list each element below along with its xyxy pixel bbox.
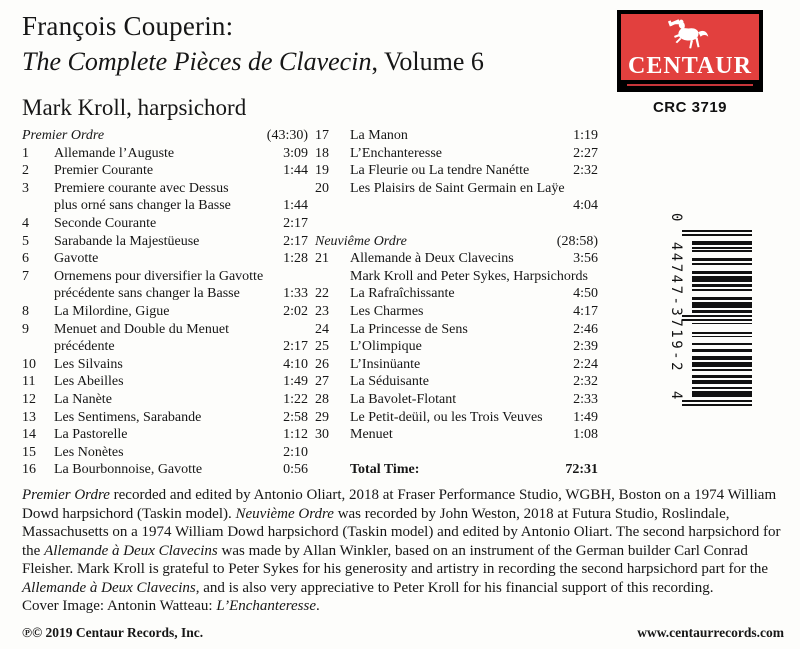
track-row <box>22 321 308 339</box>
barcode-bar <box>692 356 752 360</box>
track-row <box>315 145 598 163</box>
track-number: 22 <box>315 286 329 302</box>
track-time <box>260 180 308 198</box>
track-time: 1:12 <box>283 427 308 443</box>
track-time: 2:17 <box>283 215 308 231</box>
barcode-bar <box>682 230 752 232</box>
track-time <box>550 444 598 462</box>
recording-notes-paragraph <box>22 486 784 597</box>
track-time <box>263 268 311 286</box>
barcode-bar <box>692 369 752 371</box>
barcode-bar <box>682 404 752 406</box>
notes-italic-segment: Allemande à Deux Clavecins <box>44 542 218 559</box>
barcode-bar <box>692 271 752 275</box>
notes-text-segment: recorded and edited by Antonio Oliart, 2018 at Fraser Performance Studio, WGBH, Boston on a 1974 William Dowd harpsichord (Taskin model). <box>22 487 777 522</box>
track-row <box>315 391 598 409</box>
barcode-bar <box>692 362 752 368</box>
track-time: 1:49 <box>283 374 308 390</box>
copyright-line: ℗© 2019 Centaur Records, Inc. <box>22 625 204 640</box>
barcode-number: 0 44747-3719-2 4 <box>668 213 684 402</box>
track-continuation-row <box>22 285 308 303</box>
tracklist-right-column <box>315 127 598 479</box>
track-title: Menuet <box>350 427 393 443</box>
track-number: 16 <box>22 462 36 478</box>
composer-title: François Couperin: <box>22 11 234 41</box>
track-time: 2:02 <box>283 303 308 319</box>
track-number: 3 <box>22 180 29 196</box>
track-time: 72:31 <box>565 462 598 478</box>
header <box>22 10 484 122</box>
track-time: (43:30) <box>266 128 308 143</box>
track-row <box>22 303 308 321</box>
notes-text-segment: was recorded by John Weston, 2018 at Futura Studio, Roslindale, Massachusetts on a 1974 William Dowd harpsichord (Taskin model) and edited by Antonio Oliart. The second harpsichord for the <box>22 505 781 559</box>
track-number: 9 <box>22 321 29 337</box>
notes-text-segment: was made by Allan Winkler, based on an instrument of the German builder Carl Conrad Fleisher. Mark Kroll is grateful to Peter Sykes for his generosity and artistry in recording the second harpsichord part for the <box>22 542 769 577</box>
track-title: plus orné sans changer la Basse <box>54 198 231 214</box>
track-time: 1:44 <box>283 163 308 179</box>
track-title: Total Time: <box>350 462 420 478</box>
track-time: 2:58 <box>283 409 308 425</box>
track-title: Les Abeilles <box>54 374 124 390</box>
track-number: 1 <box>22 145 29 161</box>
track-number: 18 <box>315 145 329 161</box>
track-row <box>315 285 598 303</box>
track-row <box>22 215 308 233</box>
track-row <box>22 373 308 391</box>
track-title: La Nanète <box>54 391 112 407</box>
track-number: 19 <box>315 163 329 179</box>
album-title-italic: The Complete Pièces de Clavecin <box>22 47 372 76</box>
track-number <box>315 215 350 233</box>
notes-text-segment: . <box>316 598 320 614</box>
track-number: 8 <box>22 303 29 319</box>
track-time: 1:44 <box>283 198 308 214</box>
track-title <box>350 215 550 233</box>
notes-text-segment: Cover Image: Antonin Watteau: <box>22 598 217 614</box>
track-time: 4:04 <box>573 198 598 214</box>
cover-image-credit <box>22 597 784 616</box>
barcode-bar <box>692 289 752 291</box>
barcode-bar <box>692 343 752 345</box>
barcode-bar <box>692 332 752 334</box>
track-continuation-row <box>22 197 308 215</box>
track-row <box>22 268 308 286</box>
ordre-section-row <box>315 233 598 251</box>
barcode-bar <box>682 315 752 317</box>
track-number <box>315 444 350 462</box>
barcode-bar <box>692 323 752 325</box>
track-title: Premier Ordre <box>22 128 105 143</box>
spacer-row <box>315 215 598 233</box>
track-number <box>22 197 54 215</box>
track-time: 2:32 <box>573 374 598 390</box>
track-time: 1:49 <box>573 409 598 425</box>
track-time: 2:17 <box>283 233 308 249</box>
track-time: 0:56 <box>283 462 308 478</box>
track-row <box>22 250 308 268</box>
barcode-bar <box>692 302 752 308</box>
ordre-section-row <box>22 127 308 145</box>
track-row <box>315 321 598 339</box>
track-row <box>22 145 308 163</box>
track-row <box>315 356 598 374</box>
track-number: 12 <box>22 391 36 407</box>
track-title: La Bavolet-Flotant <box>350 391 457 407</box>
centaur-icon <box>642 17 738 55</box>
centaur-logo-wordmark: CENTAUR <box>628 53 752 79</box>
barcode-bar <box>682 319 752 321</box>
track-time: 4:10 <box>283 356 308 372</box>
notes-text-segment: , and is also very appreciative to Peter Kroll for his financial support of this recording. <box>195 579 714 596</box>
track-title: Le Petit-deüil, ou les Trois Veuves <box>350 409 543 425</box>
notes-italic-segment: Neuvième Ordre <box>235 505 334 522</box>
notes-italic-segment: Premier Ordre <box>22 487 110 503</box>
track-row <box>22 461 308 479</box>
track-row <box>315 338 598 356</box>
track-number <box>315 461 350 479</box>
track-number: 13 <box>22 409 36 425</box>
track-row <box>315 250 598 268</box>
track-continuation-row <box>315 197 598 215</box>
track-time: 2:24 <box>573 356 598 372</box>
track-row <box>315 426 598 444</box>
track-title <box>350 197 550 215</box>
barcode-bar <box>692 284 752 288</box>
track-time: 4:17 <box>573 303 598 319</box>
website-url: www.centaurrecords.com <box>637 625 784 640</box>
track-title: Allemande à Deux Clavecins <box>350 251 514 267</box>
track-title: La Princesse de Sens <box>350 321 468 337</box>
notes-italic-segment: L’Enchanteresse <box>216 598 317 614</box>
track-row <box>315 162 598 180</box>
track-row <box>315 373 598 391</box>
track-title: Ornemens pour diversifier la Gavotte <box>54 268 264 284</box>
barcode-bar <box>692 375 752 379</box>
barcode-bar <box>692 250 752 252</box>
track-time: 2:39 <box>573 339 598 355</box>
track-number: 27 <box>315 374 329 390</box>
track-time: 2:10 <box>283 444 308 460</box>
track-row <box>22 444 308 462</box>
track-time: 2:17 <box>283 339 308 355</box>
label-logo-block <box>617 10 763 116</box>
track-number: 28 <box>315 391 329 407</box>
track-title: Allemande l’Auguste <box>54 145 175 161</box>
album-title <box>22 46 484 78</box>
liner-notes <box>22 486 784 616</box>
track-time: (28:58) <box>556 233 598 249</box>
track-time: 1:08 <box>573 427 598 443</box>
total-time-row <box>315 461 598 479</box>
track-time: 3:56 <box>573 251 598 267</box>
track-title: Les Nonètes <box>54 444 124 460</box>
track-number <box>315 268 350 286</box>
track-title: L’Insinüante <box>350 356 421 372</box>
track-title: Premier Courante <box>54 163 154 179</box>
track-title: La Bourbonnoise, Gavotte <box>54 462 203 478</box>
track-title: Les Charmes <box>350 303 424 319</box>
track-time <box>565 180 613 198</box>
track-row <box>22 180 308 198</box>
track-number: 5 <box>22 233 29 249</box>
track-number <box>22 338 54 356</box>
track-time: 1:28 <box>283 251 308 267</box>
barcode-bar <box>692 391 752 397</box>
track-number: 29 <box>315 409 329 425</box>
track-time: 1:22 <box>283 391 308 407</box>
track-row <box>22 391 308 409</box>
track-time: 2:46 <box>573 321 598 337</box>
track-title: La Pastorelle <box>54 427 128 443</box>
track-number: 15 <box>22 444 36 460</box>
notes-italic-segment: Allemande à Deux Clavecins <box>22 579 196 596</box>
track-time: 2:32 <box>573 163 598 179</box>
centaur-logo-red-panel <box>621 14 759 80</box>
barcode-bar <box>692 336 752 338</box>
track-number: 23 <box>315 303 329 319</box>
track-row <box>22 356 308 374</box>
barcode-bar <box>692 247 752 249</box>
track-number <box>22 285 54 303</box>
barcode-bar <box>692 349 752 353</box>
track-title: L’Enchanteresse <box>350 145 442 161</box>
track-number: 30 <box>315 427 329 443</box>
track-number: 6 <box>22 251 29 267</box>
track-title: précédente sans changer la Basse <box>54 286 240 302</box>
track-title: Sarabande la Majestüeuse <box>54 233 200 249</box>
track-time <box>588 268 636 286</box>
track-title: La Séduisante <box>350 374 429 390</box>
track-row <box>22 233 308 251</box>
spacer-row <box>315 444 598 462</box>
track-row <box>22 409 308 427</box>
track-title: L’Olimpique <box>350 339 422 355</box>
barcode-bar <box>692 263 752 265</box>
track-number: 4 <box>22 215 29 231</box>
track-number: 24 <box>315 321 329 337</box>
track-title: La Rafraîchissante <box>350 286 455 302</box>
barcode-bar <box>692 258 752 262</box>
centaur-logo <box>617 10 763 92</box>
catalog-number: CRC 3719 <box>652 99 728 116</box>
barcode-bar <box>692 387 752 389</box>
track-number: 26 <box>315 356 329 372</box>
track-number: 17 <box>315 128 329 143</box>
track-number: 14 <box>22 427 36 443</box>
track-title: précédente <box>54 339 115 355</box>
track-number: 21 <box>315 251 329 267</box>
track-title: Les Silvains <box>54 356 123 372</box>
track-number: 20 <box>315 180 329 196</box>
track-title: Neuviême Ordre <box>315 233 407 249</box>
track-continuation-row <box>315 268 598 286</box>
track-row <box>22 426 308 444</box>
track-number <box>315 197 350 215</box>
track-time: 1:19 <box>573 128 598 143</box>
track-title: Mark Kroll and Peter Sykes, Harpsichords <box>350 268 588 284</box>
performer-line: Mark Kroll, harpsichord <box>22 95 247 120</box>
track-row <box>315 127 598 145</box>
track-row <box>315 180 598 198</box>
track-number: 25 <box>315 339 329 355</box>
barcode-bar <box>692 310 752 314</box>
track-time <box>550 215 598 233</box>
track-time: 2:27 <box>573 145 598 161</box>
barcode-bar <box>682 400 752 402</box>
track-title: Les Sentimens, Sarabande <box>54 409 202 425</box>
track-title: La Milordine, Gigue <box>54 303 170 319</box>
track-time: 3:09 <box>283 145 308 161</box>
barcode-bar <box>692 276 752 282</box>
track-title: La Fleurie ou La tendre Nanétte <box>350 163 530 179</box>
track-number: 7 <box>22 268 29 284</box>
track-title: La Manon <box>350 128 408 143</box>
footer <box>22 625 784 641</box>
track-title: Les Plaisirs de Saint Germain en Laÿe <box>350 180 565 196</box>
track-time: 1:33 <box>283 286 308 302</box>
centaur-logo-baseline <box>621 80 759 92</box>
track-time: 2:33 <box>573 391 598 407</box>
track-number: 11 <box>22 374 36 390</box>
track-title <box>350 444 550 462</box>
barcode-bar <box>692 297 752 301</box>
track-title: Menuet and Double du Menuet <box>54 321 229 337</box>
track-row <box>315 303 598 321</box>
track-row <box>22 162 308 180</box>
barcode-bar <box>692 380 752 384</box>
track-continuation-row <box>22 338 308 356</box>
track-time: 4:50 <box>573 286 598 302</box>
track-title: Gavotte <box>54 251 99 267</box>
tracklist-left-column <box>22 127 308 479</box>
barcode-bar <box>692 241 752 245</box>
track-row <box>315 409 598 427</box>
track-title: Premiere courante avec Dessus <box>54 180 229 196</box>
album-title-volume: , Volume 6 <box>371 47 484 76</box>
track-number: 10 <box>22 356 36 372</box>
barcode-bar <box>682 234 752 236</box>
track-title: Seconde Courante <box>54 215 157 231</box>
track-time <box>260 321 308 339</box>
track-number: 2 <box>22 163 29 179</box>
barcode <box>692 230 752 406</box>
